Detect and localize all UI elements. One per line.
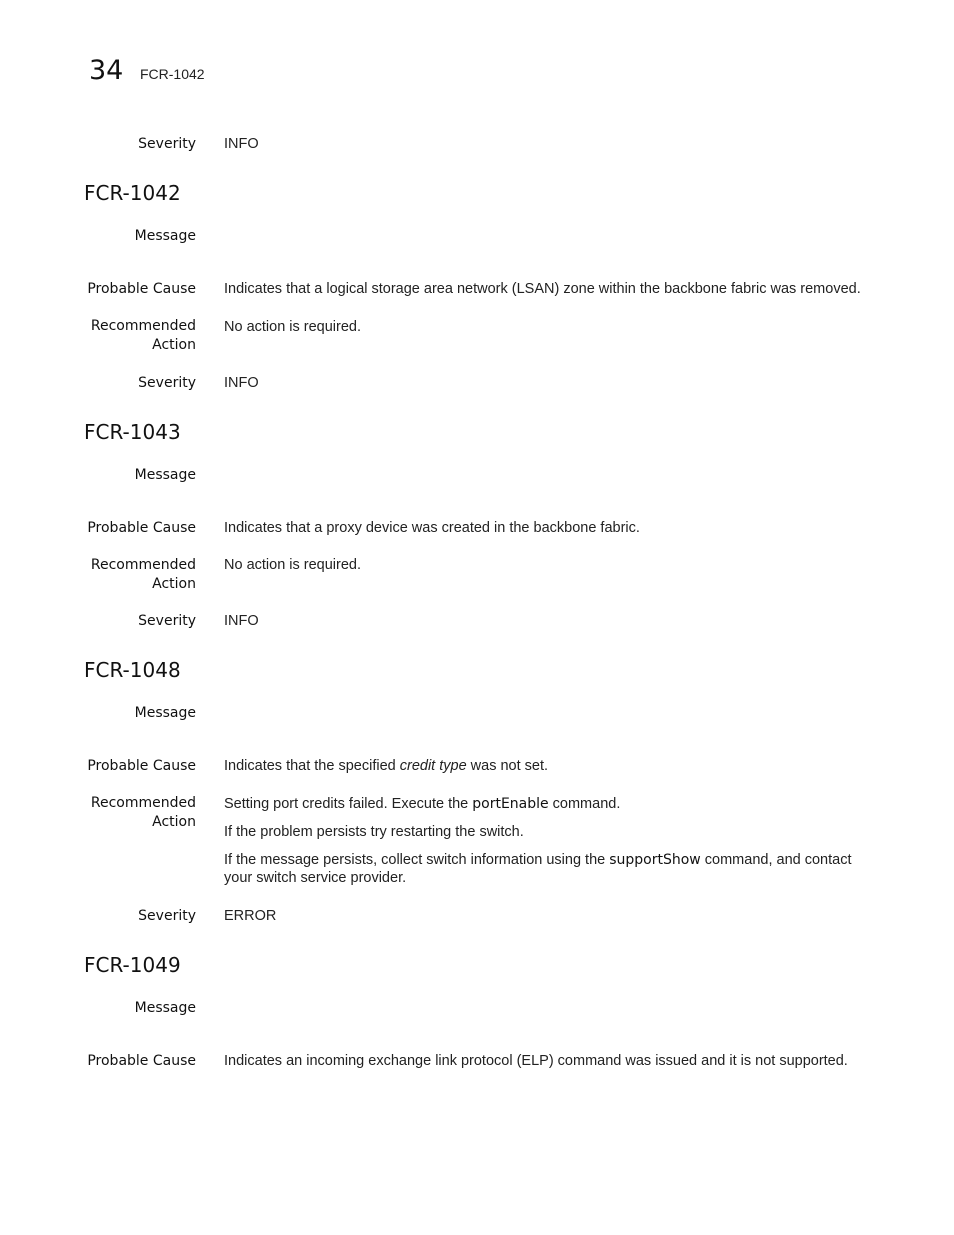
credit-type-term: credit type	[399, 758, 467, 774]
message-label: Message	[134, 228, 196, 244]
action-label-line: Action	[152, 814, 196, 830]
recommended-label-line: Recommended	[90, 795, 196, 811]
recommended-action-label	[91, 317, 196, 355]
severity-label: Severity	[138, 613, 196, 629]
running-header-title: FCR-1042	[140, 66, 205, 82]
recommended-action-label	[91, 794, 196, 832]
probable-cause-label: Probable Cause	[87, 281, 196, 297]
message-label: Message	[134, 1000, 196, 1016]
action-text-start: Setting port credits failed. Execute the	[224, 796, 473, 812]
probable-cause-label: Probable Cause	[87, 1053, 196, 1069]
recommended-action-step-2: If the problem persists try restarting the switch.	[224, 824, 524, 840]
probable-cause-label: Probable Cause	[87, 520, 196, 536]
action-text-start: If the message persists, collect switch information using the	[224, 852, 610, 868]
probable-cause-text: Indicates that a proxy device was created in the backbone fabric.	[224, 520, 640, 536]
probable-cause-text-start: Indicates that the specified	[224, 758, 400, 774]
recommended-action-text: No action is required.	[224, 319, 362, 335]
severity-value: INFO	[224, 136, 259, 152]
recommended-action-text: No action is required.	[224, 557, 362, 573]
command-portenable: portEnable	[472, 796, 549, 812]
severity-value: INFO	[224, 613, 259, 629]
severity-label: Severity	[138, 375, 196, 391]
section-title-fcr-1049: FCR-1049	[84, 953, 181, 977]
severity-label: Severity	[138, 136, 196, 152]
action-label-line: Action	[152, 337, 196, 353]
message-label: Message	[134, 467, 196, 483]
chapter-number: 34	[89, 55, 124, 86]
section-title-fcr-1042: FCR-1042	[84, 181, 181, 205]
recommended-action-label	[91, 556, 196, 594]
command-supportshow: supportShow	[609, 852, 701, 868]
severity-value: INFO	[224, 375, 259, 391]
probable-cause-text: Indicates an incoming exchange link protocol (ELP) command was issued and it is not supported.	[224, 1053, 848, 1069]
action-label-line: Action	[152, 576, 196, 592]
probable-cause-text-end: was not set.	[466, 758, 549, 774]
recommended-label-line: Recommended	[90, 557, 196, 573]
recommended-action-step-1	[224, 795, 884, 813]
action-text-end: command.	[548, 796, 621, 812]
section-title-fcr-1043: FCR-1043	[84, 420, 181, 444]
severity-value: ERROR	[224, 908, 277, 924]
probable-cause-text: Indicates that a logical storage area network (LSAN) zone within the backbone fabric was removed.	[224, 281, 861, 297]
action-text-end: command, and contact your switch service provider.	[224, 852, 852, 886]
severity-label: Severity	[138, 908, 196, 924]
message-label: Message	[134, 705, 196, 721]
recommended-label-line: Recommended	[90, 318, 196, 334]
probable-cause-text	[224, 757, 884, 775]
section-title-fcr-1048: FCR-1048	[84, 658, 181, 682]
probable-cause-label: Probable Cause	[87, 758, 196, 774]
recommended-action-step-3	[224, 851, 874, 887]
